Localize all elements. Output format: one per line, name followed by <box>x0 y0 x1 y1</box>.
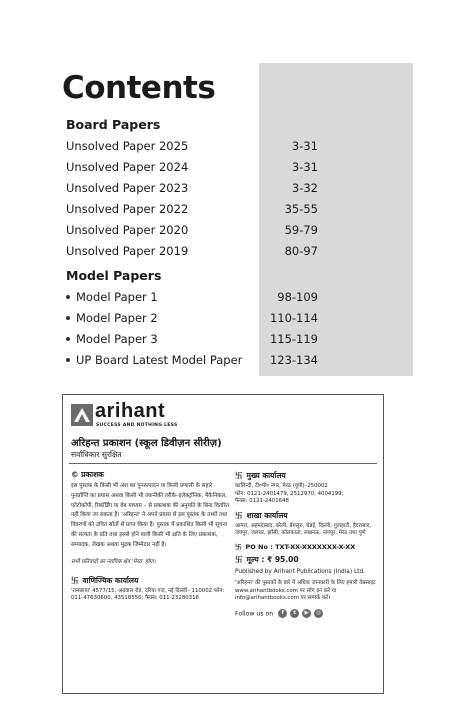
follow-us-row <box>235 609 381 618</box>
toc-page-range: 3-31 <box>291 160 318 174</box>
facebook-icon[interactable]: f <box>278 609 287 618</box>
toc-entry-label: Unsolved Paper 2025 <box>66 139 189 153</box>
toc-entry-label: Unsolved Paper 2019 <box>66 244 189 258</box>
left-column <box>71 470 231 603</box>
toc-page-range: 110-114 <box>269 311 318 325</box>
price: मूल्य : ₹ 95.00 <box>246 554 299 564</box>
toc-entry-label: Model Paper 2 <box>76 311 158 325</box>
logo-tagline: SUCCESS AND NOTHING LESS <box>96 423 178 428</box>
po-number: PO No : TXT-XX-XXXXXXX-X-XX <box>245 542 356 551</box>
head-office-phone: फोन: 0121-2401479, 2512970, 4004199; <box>235 490 344 497</box>
info-text: 'अरिहन्त' की पुस्तकों के बारे में अधिक जानकारी के लिए हमारी वेबसाइट www.arihantbooks.com पर लॉग इन करें या info@arihantbooks.com पर सम्पर्क करें। <box>235 580 376 601</box>
head-office-address: कालिन्दी, टी०पी० नगर, मेरठ (यूपी)–250002 <box>235 483 328 489</box>
bullet-mark-icon: 卐 <box>235 471 243 480</box>
toc-row[interactable] <box>66 202 318 220</box>
toc-page-range: 35-55 <box>284 202 318 216</box>
bullet-icon <box>66 316 70 320</box>
toc-row[interactable] <box>66 223 318 241</box>
divider <box>69 463 377 464</box>
head-office-heading: मुख्य कार्यालय <box>246 471 286 480</box>
page-title: Contents <box>62 70 216 106</box>
toc-page-range: 80-97 <box>284 244 318 258</box>
right-column <box>235 470 381 618</box>
toc-row[interactable] <box>66 311 318 329</box>
toc-entry-label: Model Paper 1 <box>76 290 158 304</box>
toc-page-range: 98-109 <box>277 290 318 304</box>
bullet-mark-icon: 卐 <box>235 554 243 564</box>
bullet-icon <box>66 295 70 299</box>
toc-row[interactable] <box>66 181 318 199</box>
toc-row[interactable] <box>66 139 318 157</box>
follow-us-label: Follow us on <box>235 610 274 617</box>
instagram-icon[interactable]: ◎ <box>314 609 323 618</box>
toc-entry-label: UP Board Latest Model Paper <box>76 353 243 367</box>
toc-page-range: 59-79 <box>284 223 318 237</box>
arihant-logo-icon <box>71 404 93 426</box>
toc-page-range: 3-31 <box>291 139 318 153</box>
publisher-name: अरिहन्त प्रकाशन (स्कूल डिवीज़न सीरीज़) <box>71 438 222 449</box>
copyright-text: इस पुस्तक के किसी भी अंश का पुनरुत्पादन या किसी प्रणाली के सहारे पुनर्प्राप्ति का प्रयास अथवा किसी भी तकनीकी तरीके–इलेक्ट्रॉनिक, मैकेनिकल, फोटोकॉपी, रिकॉर्डिंग या वेब माध्यम – से प्रकाशक की अनुमति के बिना वितरित नहीं किया जा सकता है। 'अरिहन्त' ने अपने प्रयास से इस पुस्तक के तथ्यों तथा विवरणों को उचित स्रोतों से प्राप्त किया है। पुस्तक में प्रकाशित किसी भी सूचना की सत्यता के प्रति तथा इससे होने वाली किसी भी क्षति के लिए प्रकाशक, सम्पादक, लेखक अथवा मुद्रक जिम्मेदार नहीं है। <box>71 483 229 548</box>
rights-reserved: सर्वाधिकार सुरक्षित <box>71 450 122 459</box>
bullet-mark-icon: 卐 <box>235 510 243 520</box>
branch-office-heading: शाखा कार्यालय <box>246 510 288 520</box>
copyright-heading: © प्रकाशक <box>71 470 104 479</box>
toc-page-range: 123-134 <box>269 353 318 367</box>
bullet-mark-icon: 卐 <box>235 542 242 551</box>
toc-row[interactable] <box>66 160 318 178</box>
bullet-icon <box>66 358 70 362</box>
publisher-imprint-box <box>62 394 384 694</box>
youtube-icon[interactable]: ▶ <box>302 609 311 618</box>
bullet-icon <box>66 337 70 341</box>
twitter-icon[interactable]: t <box>290 609 299 618</box>
commercial-office-address: 'रामछाया' 4577/15, अग्रवाल रोड, दरिया गंज, नई दिल्ली– 110002 फोन: 011-47630600, 43518550; फैक्स: 011-23280316 <box>71 587 225 602</box>
head-office-fax: फैक्स: 0121-2401648 <box>235 498 289 504</box>
commercial-office-heading: वाणिज्यिक कार्यालय <box>82 575 139 585</box>
logo-wordmark: arihant <box>95 400 166 422</box>
branch-office-list: आगरा, अहमदाबाद, बरेली, बेंगलुरु, चेन्नई, दिल्ली, गुवाहाटी, हैदराबाद, जयपुर, जलंधर, झाँसी, कोलकाता, लखनऊ, नागपुर, मेरठ तथा पुणे <box>235 522 372 536</box>
section-heading-board-papers: Board Papers <box>66 117 161 132</box>
jurisdiction-note: सभी प्रतिवादों का न्यायिक क्षेत्र 'मेरठ' होगा। <box>71 558 156 565</box>
published-by: Published by Arihant Publications (India) Ltd. <box>235 568 365 575</box>
toc-row[interactable] <box>66 290 318 308</box>
toc-entry-label: Model Paper 3 <box>76 332 158 346</box>
toc-row[interactable] <box>66 353 318 371</box>
toc-row[interactable] <box>66 332 318 350</box>
toc-entry-label: Unsolved Paper 2024 <box>66 160 189 174</box>
section-heading-model-papers: Model Papers <box>66 268 162 283</box>
bullet-mark-icon: 卐 <box>71 575 79 585</box>
toc-page-range: 3-32 <box>291 181 318 195</box>
toc-entry-label: Unsolved Paper 2022 <box>66 202 189 216</box>
toc-page-range: 115-119 <box>269 332 318 346</box>
toc-entry-label: Unsolved Paper 2020 <box>66 223 189 237</box>
toc-entry-label: Unsolved Paper 2023 <box>66 181 189 195</box>
toc-row[interactable] <box>66 244 318 262</box>
